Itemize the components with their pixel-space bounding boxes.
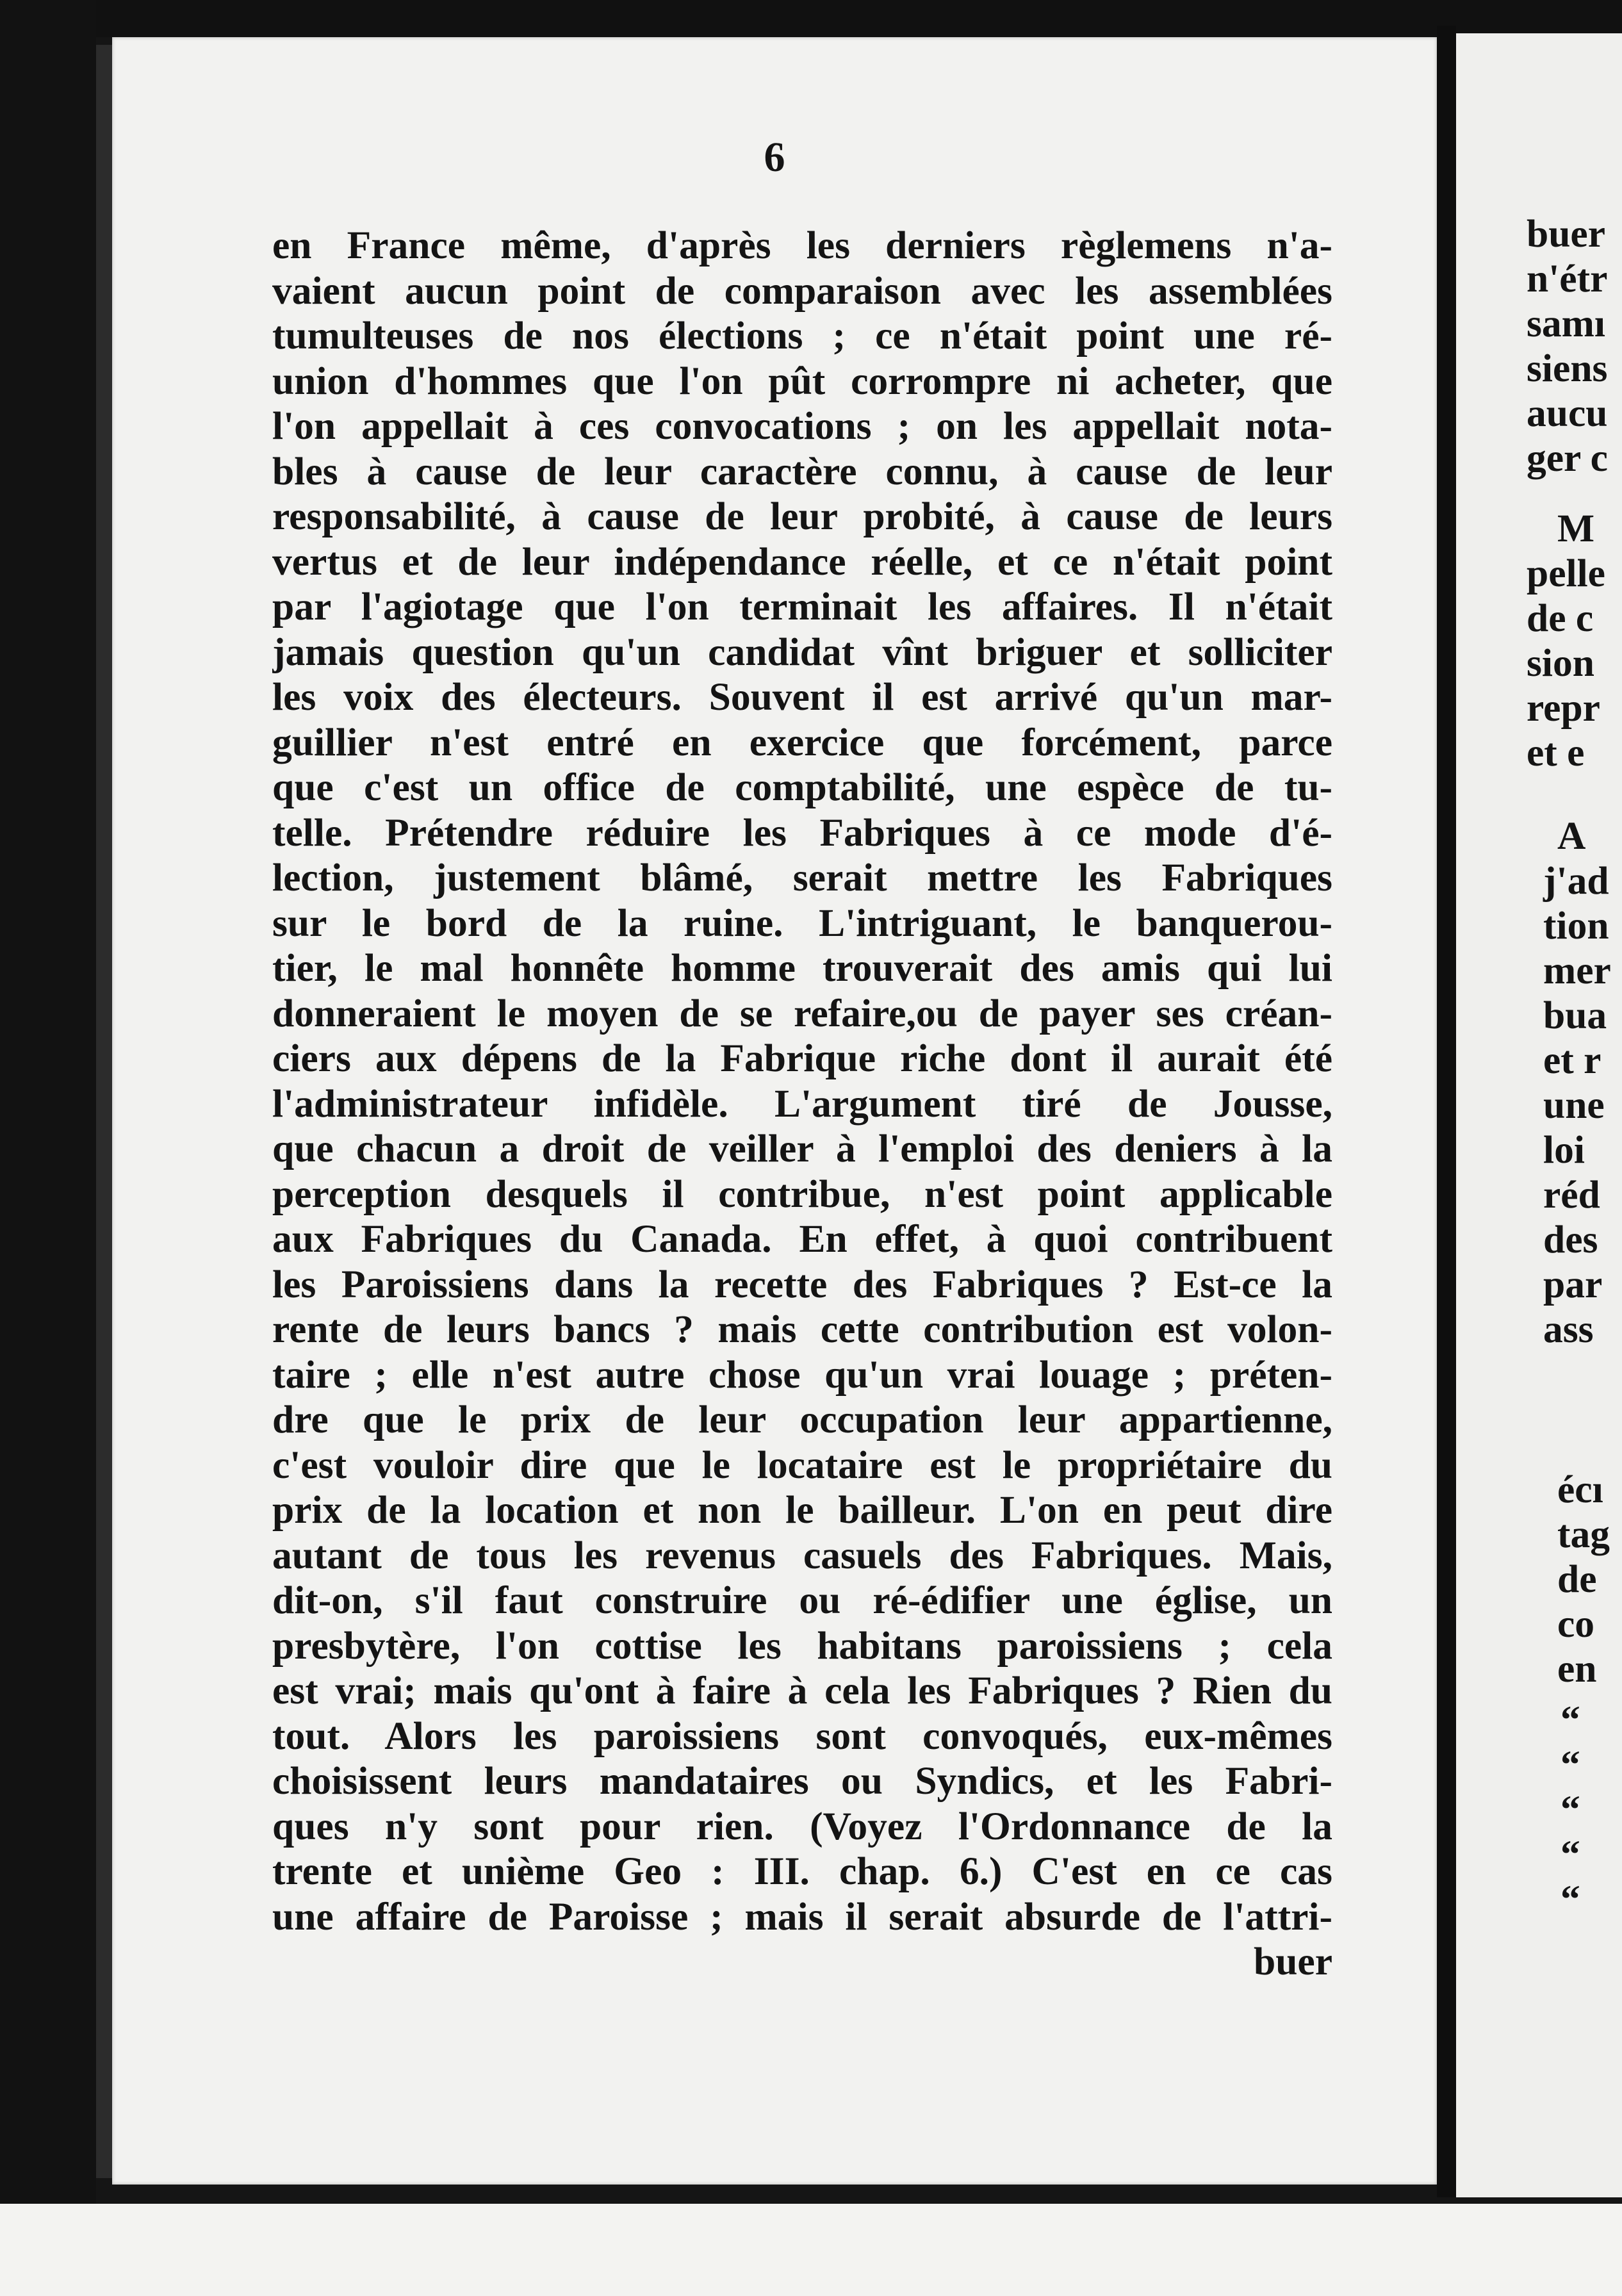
text-line: que chacun a droit de veiller à l'emploi des deniers à la (272, 1127, 1332, 1170)
text-line: les Paroissiens dans la recette des Fabriques ? Est-ce la (272, 1262, 1332, 1306)
facing-page-fragment: co (1557, 1602, 1595, 1646)
facing-page-fragment: de (1557, 1557, 1597, 1601)
text-line: sur le bord de la ruine. L'intriguant, le banquerou- (272, 901, 1332, 945)
facing-page-fragment: pelle (1527, 552, 1605, 595)
text-line: autant de tous les revenus casuels des Fabriques. Mais, (272, 1533, 1332, 1577)
text-line: taire ; elle n'est autre chose qu'un vrai louage ; préten- (272, 1352, 1332, 1397)
facing-page-fragment: écı (1557, 1468, 1603, 1511)
text-line: tumulteuses de nos élections ; ce n'était point une ré- (272, 314, 1332, 357)
text-line: prix de la location et non le bailleur. L'on en peut dire (272, 1488, 1332, 1532)
text-line: l'on appellait à ces convocations ; on les appellait nota- (272, 404, 1332, 448)
facing-page-fragment: sion (1527, 641, 1594, 685)
facing-page-fragment: A (1557, 814, 1586, 858)
facing-page-fragment: siens (1527, 347, 1608, 390)
text-line: lection, justement blâmé, serait mettre les Fabriques (272, 856, 1332, 899)
facing-page-fragment: “ (1561, 1698, 1580, 1742)
text-line: union d'hommes que l'on pût corrompre ni acheter, que (272, 359, 1332, 403)
facing-page-fragment: repr (1527, 686, 1600, 730)
text-line: guillier n'est entré en exercice que forcément, parce (272, 720, 1332, 764)
text-line: vertus et de leur indépendance réelle, et ce n'était point (272, 539, 1332, 584)
facing-page-fragment: “ (1561, 1878, 1580, 1921)
facing-page-fragment: samı (1527, 302, 1605, 345)
facing-page-fragment: bua (1543, 994, 1607, 1037)
facing-page (1456, 33, 1622, 2197)
facing-page-fragment: j'ad (1543, 859, 1609, 903)
text-line: responsabilité, à cause de leur probité, à cause de leurs (272, 495, 1332, 538)
catchword: buer (1254, 1940, 1332, 1983)
facing-page-fragment: M (1557, 507, 1595, 550)
facing-page-fragment: tion (1543, 904, 1609, 947)
text-line: presbytère, l'on cottise les habitans paroissiens ; cela (272, 1623, 1332, 1668)
page-number: 6 (764, 134, 785, 181)
text-line: jamais question qu'un candidat vînt briguer et solliciter (272, 630, 1332, 674)
book-page (112, 37, 1437, 2185)
facing-page-fragment: aucu (1527, 391, 1608, 435)
text-line: est vrai; mais qu'ont à faire à cela les Fabriques ? Rien du (272, 1669, 1332, 1712)
facing-page-fragment: loi (1543, 1128, 1585, 1172)
facing-page-fragment: réd (1543, 1173, 1600, 1217)
text-line: rente de leurs bancs ? mais cette contribution est volon- (272, 1308, 1332, 1351)
facing-page-fragment: “ (1561, 1833, 1580, 1876)
text-line: trente et unième Geo : III. chap. 6.) C'est en ce cas (272, 1849, 1332, 1893)
facing-page-fragment: “ (1561, 1788, 1580, 1832)
facing-page-fragment: ass (1543, 1308, 1594, 1351)
facing-page-fragment: et r (1543, 1038, 1602, 1082)
scan-top-border (0, 0, 1622, 37)
facing-page-fragment: mer (1543, 949, 1611, 992)
text-line: telle. Prétendre réduire les Fabriques à ce mode d'é- (272, 810, 1332, 855)
text-line: perception desquels il contribue, n'est point applicable (272, 1172, 1332, 1216)
facing-page-fragment: une (1543, 1083, 1605, 1127)
text-line: c'est vouloir dire que le locataire est le propriétaire du (272, 1443, 1332, 1487)
text-line: ciers aux dépens de la Fabrique riche dont il aurait été (272, 1037, 1332, 1080)
text-line: ques n'y sont pour rien. (Voyez l'Ordonnance de la (272, 1804, 1332, 1848)
facing-page-fragment: des (1543, 1218, 1598, 1261)
facing-page-fragment: “ (1561, 1743, 1580, 1787)
text-line: que c'est un office de comptabilité, une espèce de tu- (272, 766, 1332, 809)
facing-page-fragment: tag (1557, 1513, 1610, 1556)
facing-page-fragment: n'étr (1527, 257, 1608, 300)
text-line: choisissent leurs mandataires ou Syndics, et les Fabri- (272, 1759, 1332, 1803)
facing-page-fragment: en (1557, 1647, 1597, 1691)
text-line: dre que le prix de leur occupation leur appartienne, (272, 1398, 1332, 1441)
page-body-text (272, 223, 1332, 1985)
text-line: dit-on, s'il faut construire ou ré-édifier une église, un (272, 1578, 1332, 1622)
book-gutter (1437, 26, 1456, 2197)
facing-page-fragment: et e (1527, 731, 1585, 775)
facing-page-fragment: ger c (1527, 436, 1608, 480)
text-line: par l'agiotage que l'on terminait les affaires. Il n'était (272, 585, 1332, 628)
scan-bottom-area (0, 2204, 1622, 2296)
text-line: tier, le mal honnête homme trouverait des amis qui lui (272, 946, 1332, 990)
page-left-edge-shadow (96, 45, 113, 2178)
text-line: vaient aucun point de comparaison avec les assemblées (272, 268, 1332, 313)
text-line: aux Fabriques du Canada. En effet, à quoi contribuent (272, 1217, 1332, 1261)
facing-page-fragment: buer (1527, 212, 1605, 256)
text-line: les voix des électeurs. Souvent il est arrivé qu'un mar- (272, 675, 1332, 719)
scan-left-border (0, 0, 96, 2296)
text-line: bles à cause de leur caractère connu, à cause de leur (272, 449, 1332, 493)
text-line: l'administrateur infidèle. L'argument tiré de Jousse, (272, 1081, 1332, 1126)
text-line: donneraient le moyen de se refaire,ou de payer ses créan- (272, 991, 1332, 1035)
text-line: tout. Alors les paroissiens sont convoqués, eux-mêmes (272, 1714, 1332, 1758)
facing-page-fragment: de c (1527, 596, 1594, 640)
text-line: une affaire de Paroisse ; mais il serait absurde de l'attri- (272, 1894, 1332, 1939)
text-line: en France même, d'après les derniers règlemens n'a- (272, 224, 1332, 267)
facing-page-fragment: par (1543, 1263, 1603, 1306)
